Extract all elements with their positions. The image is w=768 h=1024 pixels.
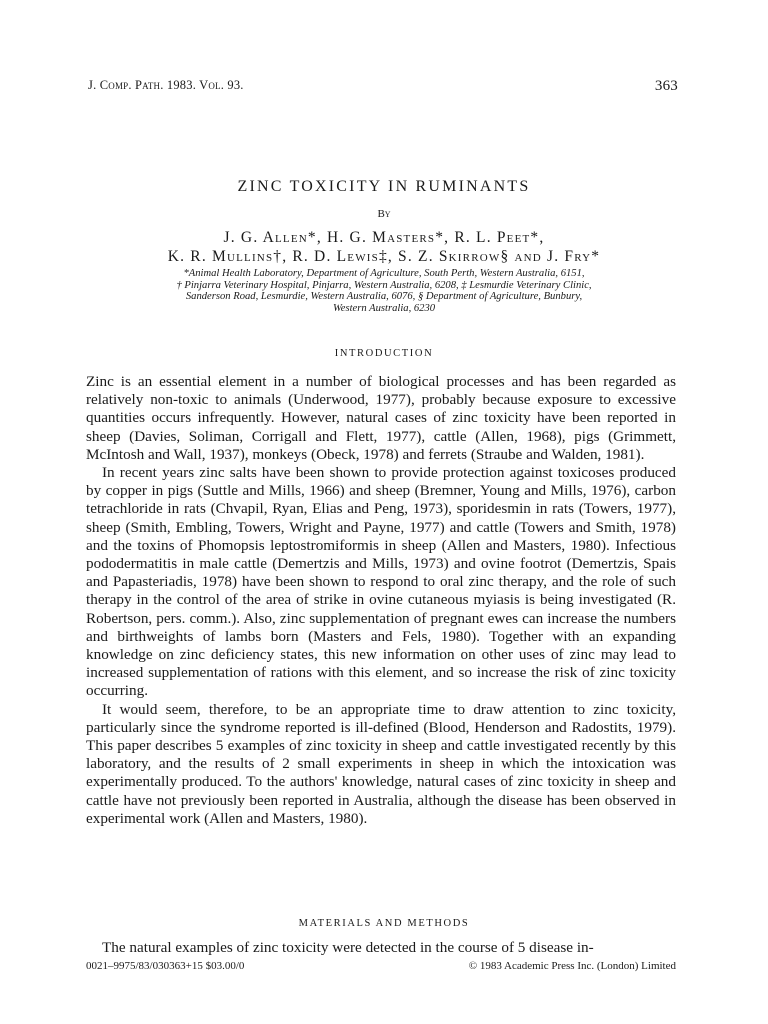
page-number: 363	[654, 78, 678, 94]
affiliation-line: Sanderson Road, Lesmurdie, Western Australia, 6076, § Department of Agriculture, Bunbury,	[185, 291, 583, 302]
copyright: © 1983 Academic Press Inc. (London) Limited	[468, 960, 676, 972]
paragraph: Zinc is an essential element in a number of biological processes and has been regarded as relatively non-toxic to animals (Underwood, 1977), probably because exposure to excessive quantities occurs infrequently. However, natural cases of zinc toxicity have been reported in sheep (Davies, Soliman, Corrigall and Flett, 1977), cattle (Allen, 1968), pigs (Grimmett, McIntosh and Wall, 1937), monkeys (Obeck, 1978) and ferrets (Straube and Walden, 1981).	[86, 373, 676, 463]
running-head	[88, 78, 680, 93]
affiliation-line: † Pinjarra Veterinary Hospital, Pinjarra, Western Australia, 6208, ‡ Lesmurdie Veterinary Clinic,	[176, 279, 592, 291]
affiliation-line: Western Australia, 6230	[332, 302, 436, 314]
affiliation-line: *Animal Health Laboratory, Department of Agriculture, South Perth, Western Australia, 6151,	[183, 268, 585, 279]
paragraph: The natural examples of zinc toxicity were detected in the course of 5 disease in-	[102, 939, 594, 956]
materials-body	[86, 939, 676, 957]
introduction-body	[86, 373, 676, 828]
paragraph: It would seem, therefore, to be an appropriate time to draw attention to zinc toxicity, particularly since the syndrome reported is ill-defined (Blood, Henderson and Radostits, 1979). This paper describes 5 examples of zinc toxicity in sheep and cattle investigated recently by this laboratory, and the results of 2 small experiments in sheep in which the intoxication was experimentally produced. To the authors' knowledge, natural cases of zinc toxicity in sheep and cattle have not previously been reported in Australia, although the disease has been observed in experimental work (Allen and Masters, 1980).	[86, 700, 676, 827]
section-heading-introduction: INTRODUCTION	[334, 348, 434, 359]
affiliations	[0, 268, 768, 314]
journal-citation: J. Comp. Path. 1983. Vol. 93.	[88, 78, 244, 92]
section-heading-materials-methods: MATERIALS AND METHODS	[298, 918, 470, 929]
author-list	[0, 228, 768, 266]
page-footer	[86, 960, 676, 972]
article-title: ZINC TOXICITY IN RUMINANTS	[237, 178, 531, 195]
author-line: K. R. Mullins†, R. D. Lewis‡, S. Z. Skirrow§ and J. Fry*	[167, 248, 601, 265]
author-line: J. G. Allen*, H. G. Masters*, R. L. Peet*,	[223, 229, 545, 246]
paragraph: In recent years zinc salts have been shown to provide protection against toxicoses produced by copper in pigs (Suttle and Mills, 1966) and sheep (Bremner, Young and Mills, 1976), carbon tetrachloride in rats (Chvapil, Ryan, Elias and Peng, 1973), sporidesmin in rats (Towers, 1977), sheep (Smith, Embling, Towers, Wright and Payne, 1977) and cattle (Towers and Smith, 1978) and the toxins of Phomopsis leptostromiformis in sheep (Allen and Masters, 1980). Infectious pododermatitis in male cattle (Demertzis and Mills, 1973) and ovine footrot (Demertzis, Spais and Papasteriadis, 1978) have been shown to respond to oral zinc therapy, and the role of such therapy in the control of the area of strike in ovine cutaneous myiasis is being investigated (R. Robertson, pers. comm.). Also, zinc supplementation of pregnant ewes can increase the numbers and birthweights of lambs born (Masters and Fels, 1980). Together with an expanding knowledge on zinc deficiency states, this new information on other uses of zinc may lead to increased supplementation of rations with this element, and so increase the risk of zinc toxicity occurring.	[86, 464, 676, 700]
article-code: 0021–9975/83/030363+15 $03.00/0	[86, 960, 245, 972]
by-line: By	[377, 208, 391, 220]
